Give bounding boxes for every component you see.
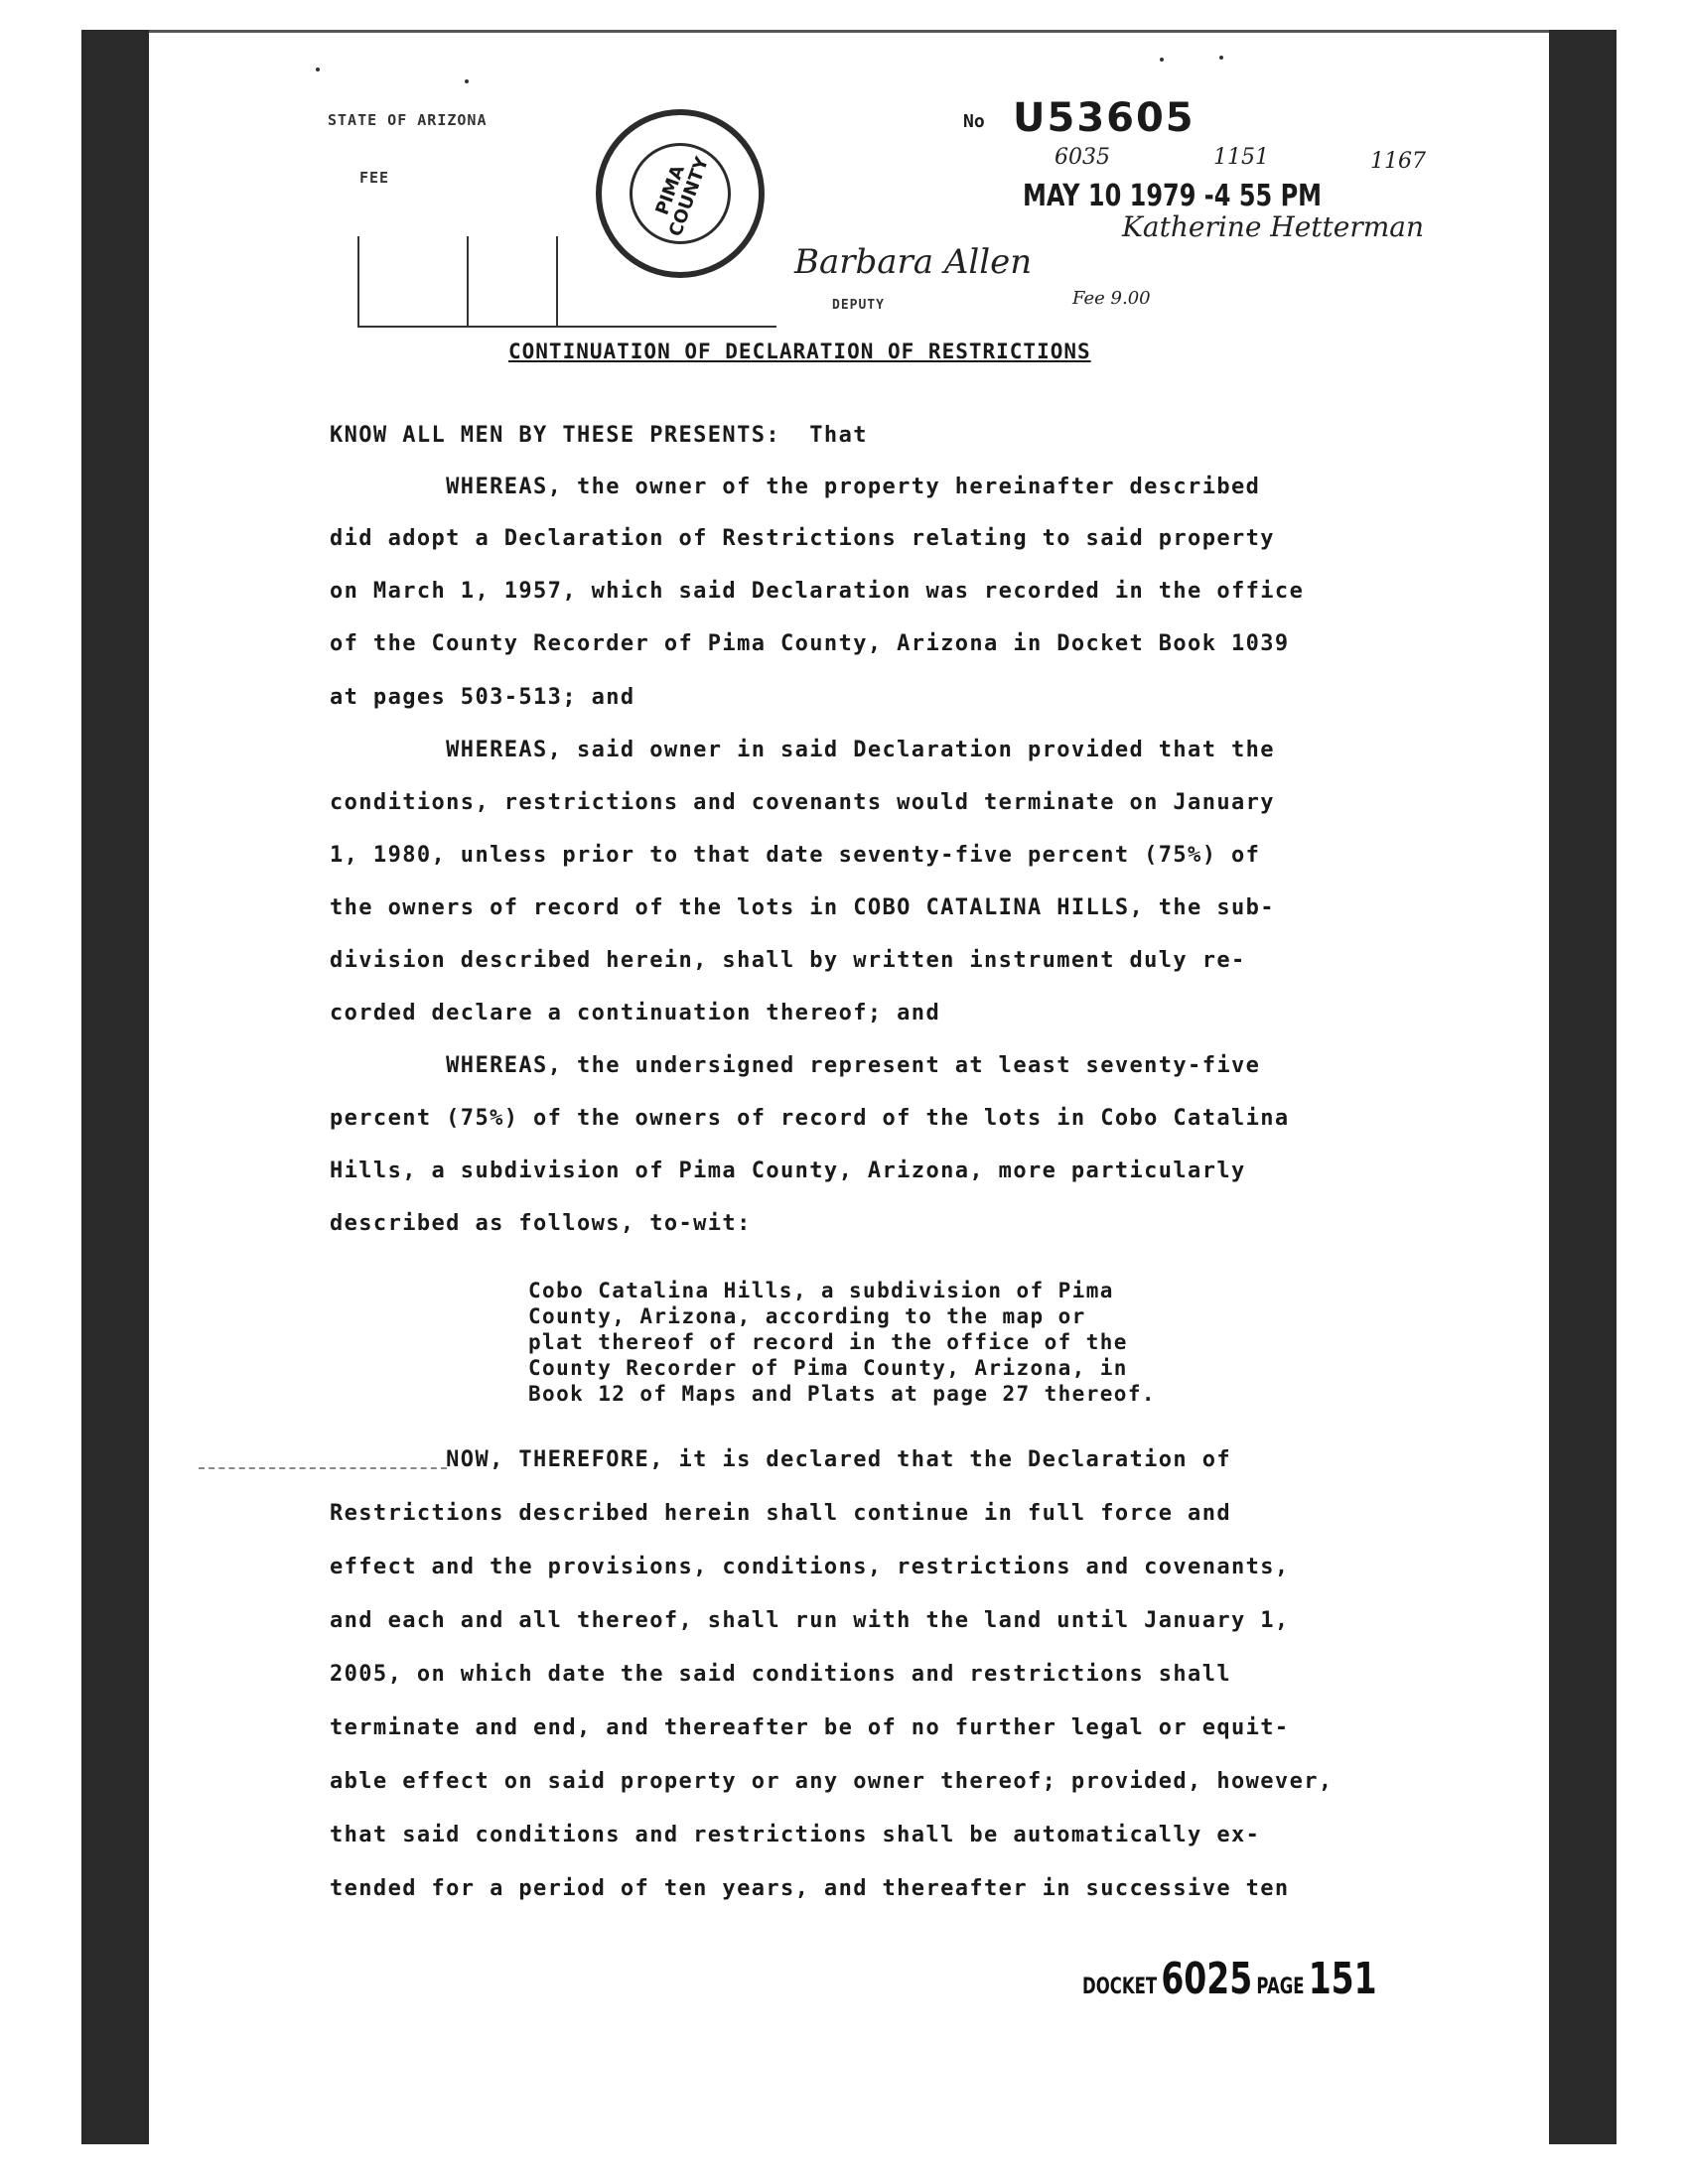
legal-line: plat thereof of record in the office of the bbox=[528, 1330, 1128, 1354]
legal-line: County, Arizona, according to the map or bbox=[528, 1304, 1086, 1328]
body-line: at pages 503-513; and bbox=[330, 685, 635, 710]
body-line: division described herein, shall by written instrument duly re- bbox=[330, 948, 1246, 973]
body-line: the owners of record of the lots in COBO CATALINA HILLS, the sub- bbox=[330, 895, 1275, 920]
scan-edge-top bbox=[149, 30, 1549, 33]
body-line: 2005, on which date the said conditions and restrictions shall bbox=[330, 1662, 1231, 1687]
deputy-signature: Barbara Allen bbox=[794, 242, 1033, 282]
body-line: percent (75%) of the owners of record of the lots in Cobo Catalina bbox=[330, 1106, 1290, 1131]
county-seal-text: PIMA COUNTY bbox=[651, 154, 714, 240]
body-line: tended for a period of ten years, and thereafter in successive ten bbox=[330, 1876, 1290, 1901]
scan-speck bbox=[1160, 58, 1164, 62]
scan-speck bbox=[465, 79, 469, 83]
body-line: terminate and end, and thereafter be of no further legal or equit- bbox=[330, 1715, 1290, 1740]
recorder-signature: Katherine Hetterman bbox=[1122, 210, 1425, 243]
docket-number: 6025 bbox=[1161, 1954, 1253, 2004]
scan-speck bbox=[1219, 56, 1223, 60]
body-line: of the County Recorder of Pima County, Arizona in Docket Book 1039 bbox=[330, 631, 1290, 656]
legal-line: Book 12 of Maps and Plats at page 27 thereof. bbox=[528, 1382, 1156, 1406]
body-line: Restrictions described herein shall continue in full force and bbox=[330, 1501, 1231, 1526]
body-line: that said conditions and restrictions shall be automatically ex- bbox=[330, 1823, 1261, 1847]
document-title: CONTINUATION OF DECLARATION OF RESTRICTIONS bbox=[508, 340, 1091, 363]
body-line: NOW, THEREFORE, it is declared that the Declaration of bbox=[330, 1447, 1231, 1472]
stamp-box-divider bbox=[467, 236, 469, 326]
body-line: conditions, restrictions and covenants would terminate on January bbox=[330, 790, 1275, 815]
body-line: able effect on said property or any owner thereof; provided, however, bbox=[330, 1769, 1334, 1794]
docket-value: 6035 bbox=[1055, 145, 1110, 170]
fee-label: FEE bbox=[359, 169, 390, 187]
body-line: described as follows, to-wit: bbox=[330, 1211, 752, 1236]
county-seal-inner bbox=[630, 143, 731, 244]
date-stamp: MAY 10 1979 -4 55 PM bbox=[1023, 179, 1323, 213]
county-seal bbox=[596, 109, 765, 278]
record-number: U53605 bbox=[1013, 95, 1196, 141]
body-line: did adopt a Declaration of Restrictions relating to said property bbox=[330, 526, 1275, 551]
body-line: and each and all thereof, shall run with the land until January 1, bbox=[330, 1608, 1290, 1633]
body-line: effect and the provisions, conditions, restrictions and covenants, bbox=[330, 1555, 1290, 1579]
scan-edge-right bbox=[1549, 30, 1617, 2144]
state-stamp: STATE OF ARIZONA bbox=[328, 111, 488, 129]
stamp-box-divider bbox=[556, 236, 558, 326]
body-line: WHEREAS, said owner in said Declaration provided that the bbox=[330, 738, 1275, 762]
body-line: on March 1, 1957, which said Declaration was recorded in the office bbox=[330, 579, 1305, 604]
deputy-label: DEPUTY bbox=[832, 298, 885, 313]
docket-label: DOCKET bbox=[1082, 1975, 1158, 1999]
body-line: corded declare a continuation thereof; and bbox=[330, 1001, 941, 1025]
page-value: 1151 bbox=[1213, 145, 1269, 170]
page-number: 151 bbox=[1308, 1954, 1377, 2004]
legal-line: County Recorder of Pima County, Arizona, in bbox=[528, 1356, 1128, 1380]
fee-amount: Fee 9.00 bbox=[1072, 288, 1151, 309]
body-line: Hills, a subdivision of Pima County, Arizona, more particularly bbox=[330, 1159, 1246, 1183]
page-note: 1167 bbox=[1370, 149, 1426, 174]
scan-speck bbox=[316, 68, 320, 71]
legal-line: Cobo Catalina Hills, a subdivision of Pima bbox=[528, 1279, 1114, 1302]
record-number-label: No bbox=[963, 111, 985, 132]
body-line: 1, 1980, unless prior to that date seventy-five percent (75%) of bbox=[330, 843, 1261, 868]
page-label: PAGE bbox=[1256, 1975, 1305, 1999]
scan-edge-left bbox=[81, 30, 149, 2144]
body-line: KNOW ALL MEN BY THESE PRESENTS: That bbox=[330, 423, 868, 448]
docket-page-stamp bbox=[1082, 1954, 1377, 2004]
body-line: WHEREAS, the undersigned represent at least seventy-five bbox=[330, 1053, 1261, 1078]
body-line: WHEREAS, the owner of the property hereinafter described bbox=[330, 475, 1261, 499]
